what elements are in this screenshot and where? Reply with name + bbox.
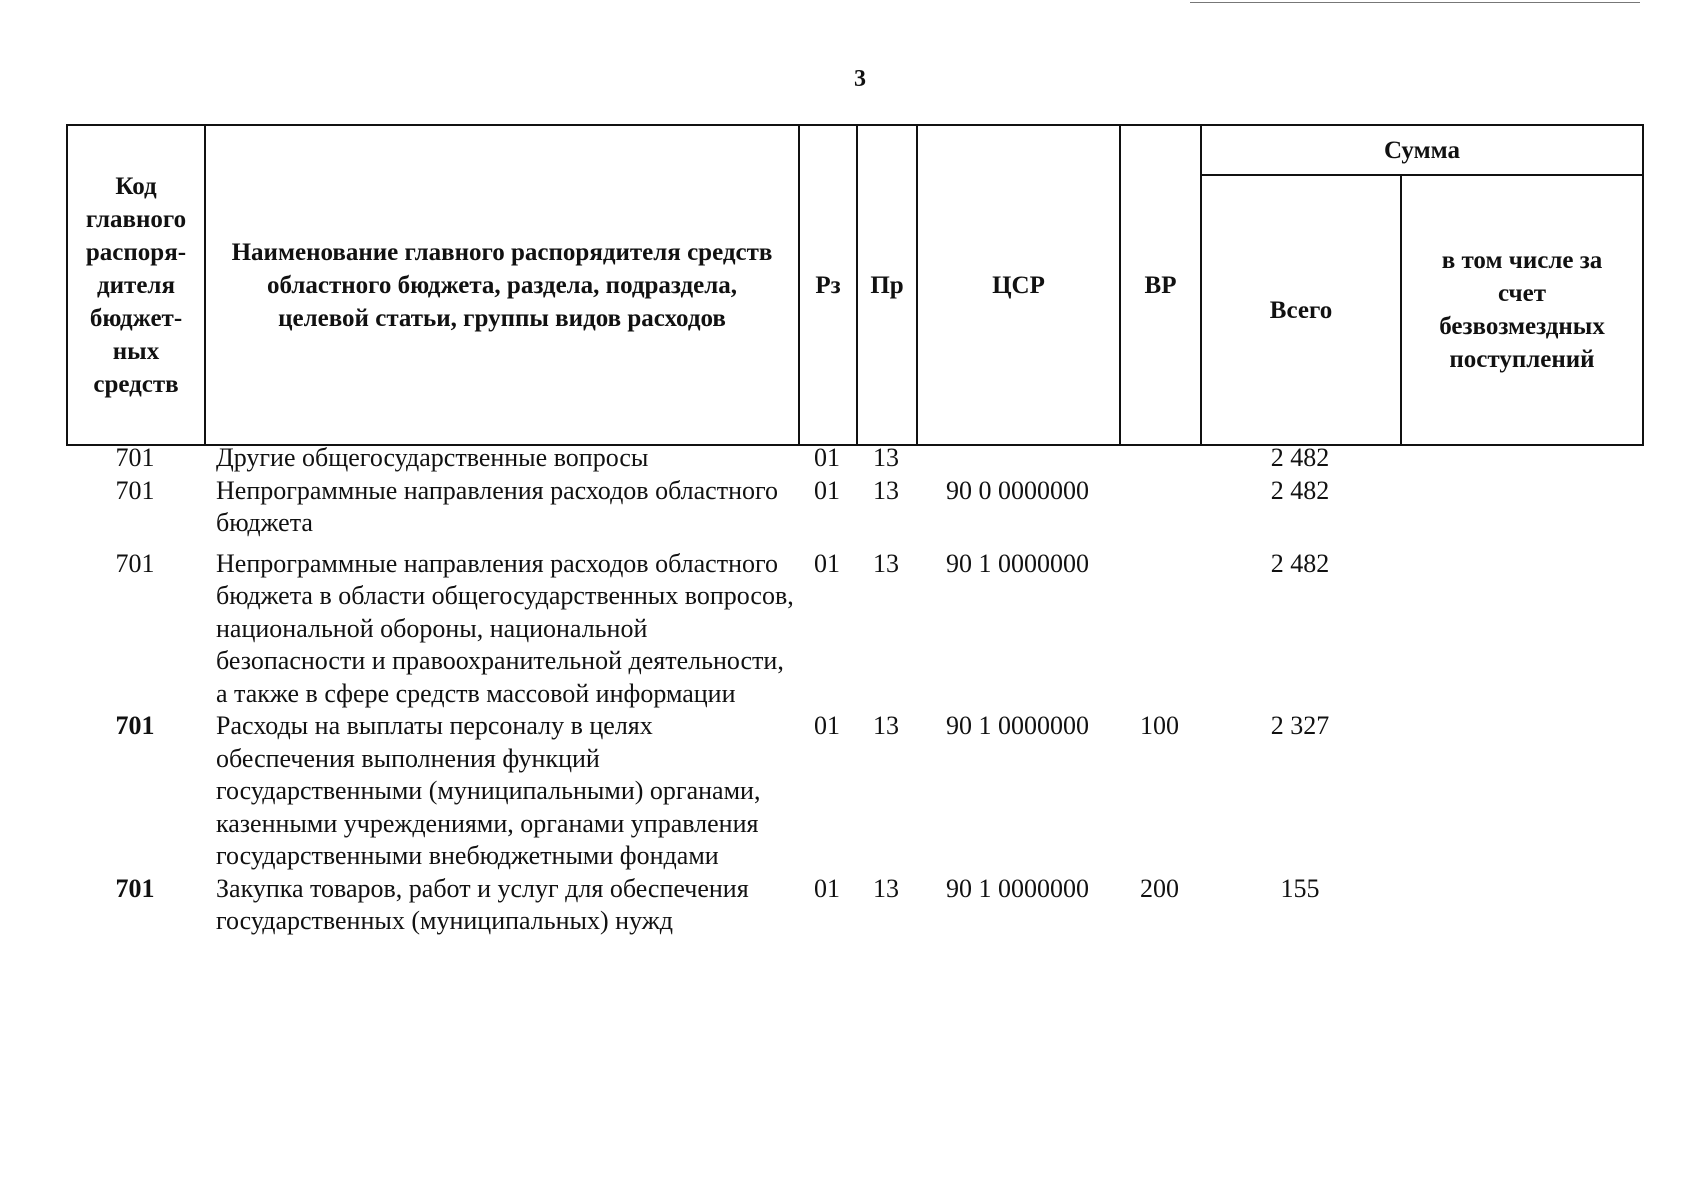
row-free	[1400, 710, 1642, 873]
row-vr: 100	[1140, 711, 1179, 740]
row-csr: 90 1 0000000	[946, 548, 1089, 578]
row-total: 2 482	[1270, 443, 1330, 472]
table-row	[66, 710, 1642, 873]
row-total: 2 482	[1270, 548, 1330, 578]
header-total: Всего	[1201, 175, 1401, 445]
row-vr	[1119, 475, 1200, 540]
row-free	[1400, 873, 1642, 938]
table-row	[66, 442, 1642, 475]
row-rz: 01	[814, 475, 840, 505]
row-code: 701	[115, 548, 155, 578]
row-csr: 90 0 0000000	[946, 475, 1089, 505]
row-csr: 90 1 0000000	[946, 711, 1089, 740]
page-number: 3	[854, 66, 866, 92]
header-vr: ВР	[1120, 125, 1201, 445]
row-vr	[1119, 540, 1200, 711]
row-csr: 90 1 0000000	[946, 873, 1089, 903]
row-total: 155	[1280, 873, 1320, 903]
row-total: 2 482	[1270, 475, 1330, 505]
table-row	[66, 540, 1642, 711]
row-vr: 200	[1140, 873, 1179, 903]
row-code: 701	[115, 475, 155, 505]
row-name: Непрограммные направления расходов областного бюджета	[216, 475, 778, 537]
row-pr: 13	[873, 475, 899, 505]
table-row	[66, 475, 1642, 540]
row-name: Непрограммные направления расходов областного бюджета в области общегосударственных вопросов, национальной обороны, национальной безопасности и правоохранительной деятельности, а также в сфере средств массовой информации	[216, 548, 794, 708]
row-total: 2 327	[1270, 711, 1330, 740]
row-rz: 01	[814, 711, 840, 740]
top-edge-line	[1190, 2, 1640, 3]
row-code: 701	[115, 443, 155, 472]
row-name: Другие общегосударственные вопросы	[216, 443, 649, 472]
row-code: 701	[115, 873, 155, 903]
row-vr	[1119, 442, 1200, 475]
table-header	[66, 124, 1644, 446]
row-code: 701	[115, 711, 155, 740]
budget-table	[66, 442, 1642, 938]
header-code: Код главного распоря-дителя бюджет-ных средств	[67, 125, 205, 445]
row-pr: 13	[873, 873, 899, 903]
row-pr: 13	[873, 548, 899, 578]
row-pr: 13	[873, 711, 899, 740]
header-free: в том числе за счет безвозмездных поступлений	[1401, 175, 1643, 445]
header-rz: Рз	[799, 125, 857, 445]
row-name: Расходы на выплаты персоналу в целях обеспечения выполнения функций государственными (муниципальными) органами, казенными учреждениями, органами управления государственными внебюджетными фондами	[216, 711, 761, 870]
header-csr: ЦСР	[917, 125, 1120, 445]
row-name: Закупка товаров, работ и услуг для обеспечения государственных (муниципальных) нужд	[216, 873, 749, 935]
row-free	[1400, 475, 1642, 540]
row-rz: 01	[814, 548, 840, 578]
table-row	[66, 873, 1642, 938]
row-rz: 01	[814, 873, 840, 903]
row-free	[1400, 442, 1642, 475]
row-free	[1400, 540, 1642, 711]
header-name: Наименование главного распорядителя средств областного бюджета, раздела, подраздела, целевой статьи, группы видов расходов	[205, 125, 799, 445]
row-rz: 01	[814, 443, 840, 472]
row-pr: 13	[873, 443, 899, 472]
header-pr: Пр	[857, 125, 917, 445]
row-csr	[916, 442, 1119, 475]
header-sum: Сумма	[1201, 125, 1643, 175]
